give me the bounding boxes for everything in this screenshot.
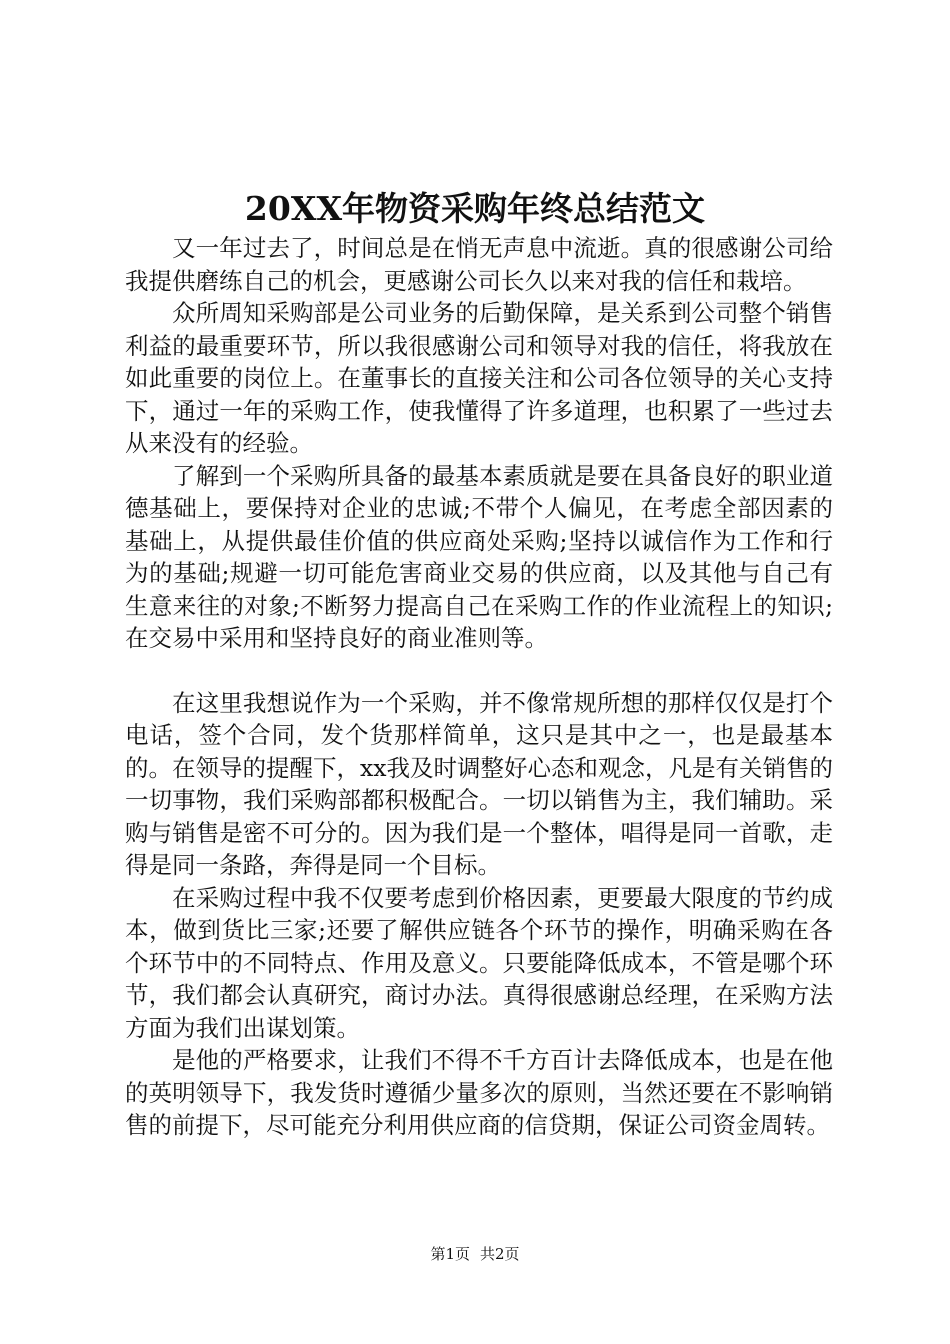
- document-body: [125, 232, 833, 1142]
- page-footer: [0, 1243, 950, 1265]
- paragraph-6: 是他的严格要求，让我们不得不千方百计去降低成本，也是在他的英明领导下，我发货时遵循少量多次的原则，当然还要在不影响销售的前提下，尽可能充分利用供应商的信贷期，保证公司资金周转。: [125, 1046, 833, 1139]
- page-number-total: 共2页: [480, 1245, 520, 1263]
- page-number-current: 第1页: [430, 1245, 470, 1263]
- paragraph-4: 在这里我想说作为一个采购，并不像常规所想的那样仅仅是打个电话，签个合同，发个货那样简单，这只是其中之一，也是最基本的。在领导的提醒下，xx我及时调整好心态和观念，凡是有关销售的一切事物，我们采购部都积极配合。一切以销售为主，我们辅助。采购与销售是密不可分的。因为我们是一个整体，唱得是同一首歌，走得是同一条路，奔得是同一个目标。: [125, 688, 834, 879]
- paragraph-1: 又一年过去了，时间总是在悄无声息中流逝。真的很感谢公司给我提供磨练自己的机会，更感谢公司长久以来对我的信任和栽培。: [125, 234, 833, 295]
- paragraph-2: 众所周知采购部是公司业务的后勤保障，是关系到公司整个销售利益的最重要环节，所以我很感谢公司和领导对我的信任，将我放在如此重要的岗位上。在董事长的直接关注和公司各位领导的关心支持下，通过一年的采购工作，使我懂得了许多道理，也积累了一些过去从来没有的经验。: [125, 299, 833, 457]
- document-title: 20XX年物资采购年终总结范文: [244, 189, 706, 228]
- paragraph-3: 了解到一个采购所具备的最基本素质就是要在具备良好的职业道德基础上，要保持对企业的忠诚;不带个人偏见，在考虑全部因素的基础上，从提供最佳价值的供应商处采购;坚持以诚信作为工作和行为的基础;规避一切可能危害商业交易的供应商，以及其他与自己有生意来往的对象;不断努力提高自己在采购工作的作业流程上的知识;在交易中采用和坚持良好的商业准则等。: [125, 461, 833, 652]
- paragraph-5: 在采购过程中我不仅要考虑到价格因素，更要最大限度的节约成本，做到货比三家;还要了解供应链各个环节的操作，明确采购在各个环节中的不同特点、作用及意义。只要能降低成本，不管是哪个环节，我们都会认真研究，商讨办法。真得很感谢总经理，在采购方法方面为我们出谋划策。: [125, 883, 833, 1042]
